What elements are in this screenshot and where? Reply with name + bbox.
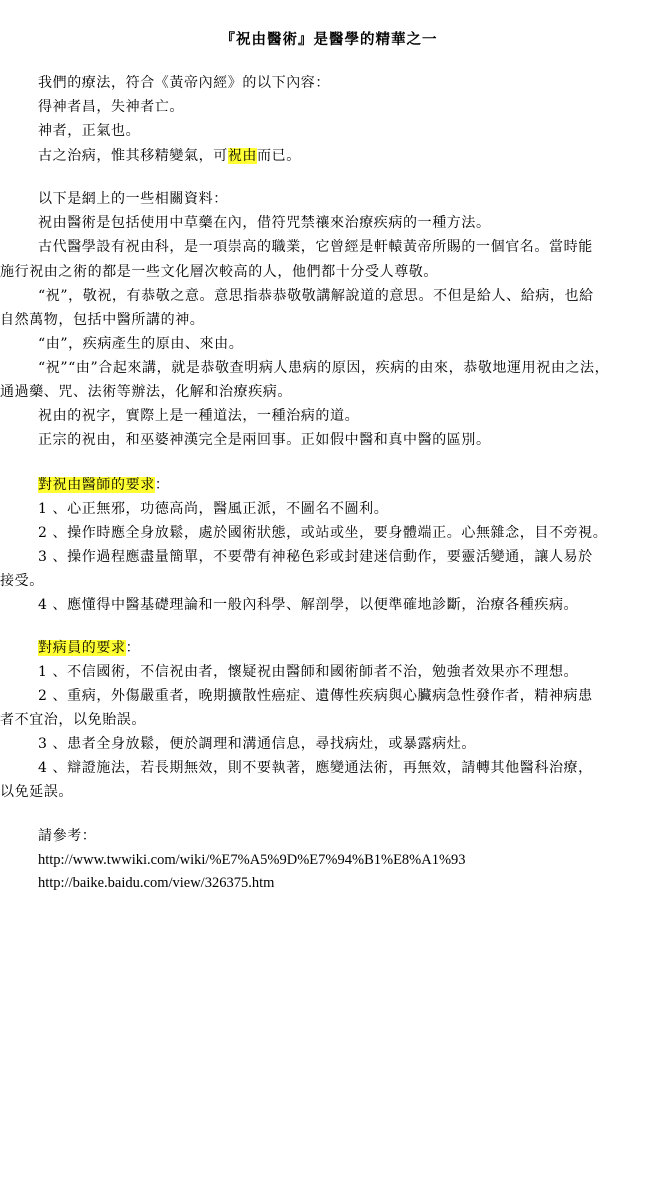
doctor-requirement-3b: 接受。 xyxy=(0,573,44,589)
intro-line-4-post: 而已。 xyxy=(257,148,301,164)
patient-requirement-4b: 以免延誤。 xyxy=(0,784,73,800)
intro-line-2: 得神者昌，失神者亡。 xyxy=(38,99,184,115)
patient-requirement-2b: 者不宜治，以免貽誤。 xyxy=(0,712,146,728)
doctor-section-heading xyxy=(0,474,658,496)
patient-requirement-4a: 4 、辯證施法，若長期無效，則不要執著，應變通法術，再無效，請轉其他醫科治療， xyxy=(38,760,593,776)
patient-requirement-2a: 2 、重病，外傷嚴重者，晚期擴散性癌症、遺傳性疾病與心臟病急性發作者，精神病患 xyxy=(38,688,593,704)
intro-line-4-pre: 古之治病，惟其移精變氣，可 xyxy=(38,148,228,164)
doctor-requirement-3a: 3 、操作過程應盡量簡單，不要帶有神秘色彩或封建迷信動作，要靈活變通，讓人易於 xyxy=(38,549,593,565)
doctor-heading-colon: ： xyxy=(154,477,170,493)
info-paragraph-3a: “祝”，敬祝，有恭敬之意。意思指恭恭敬敬講解說道的意思。不但是給人、給病，也給 xyxy=(38,288,594,304)
info-paragraph-1: 祝由醫術是包括使用中草藥在內，借符咒禁禳來治療疾病的一種方法。 xyxy=(38,215,491,231)
patient-requirement-1: 1 、不信國術，不信祝由者，懷疑祝由醫師和國術師者不治，勉強者效果亦不理想。 xyxy=(38,664,579,680)
info-paragraph-2a: 古代醫學設有祝由科，是一項崇高的職業，它曾經是軒轅黃帝所賜的一個官名。當時能 xyxy=(38,239,593,255)
info-paragraph-2b: 施行祝由之術的都是一些文化層次較高的人，他們都十分受人尊敬。 xyxy=(0,264,438,280)
patient-section-heading xyxy=(0,637,658,659)
info-paragraph-4: “由”，疾病產生的原由、來由。 xyxy=(38,336,244,352)
info-paragraph-3b: 自然萬物，包括中醫所講的神。 xyxy=(0,312,205,328)
info-paragraph-7: 正宗的祝由，和巫婆神漢完全是兩回事。正如假中醫和真中醫的區別。 xyxy=(38,432,491,448)
info-paragraph-5b: 通過藥、咒、法術等辦法，化解和治療疾病。 xyxy=(0,384,292,400)
reference-link-baidu[interactable]: http://baike.baidu.com/view/326375.htm xyxy=(38,875,275,891)
patient-heading-colon: ： xyxy=(125,640,141,656)
patient-heading-text: 對病員的要求 xyxy=(38,640,126,656)
info-heading: 以下是網上的一些相關資料： xyxy=(38,191,228,207)
doctor-heading-text: 對祝由醫師的要求 xyxy=(38,477,155,493)
patient-requirement-3: 3 、患者全身放鬆，便於調理和溝通信息，尋找病灶，或暴露病灶。 xyxy=(38,736,476,752)
doctor-requirement-1: 1 、心正無邪，功德高尚，醫風正派，不圖名不圖利。 xyxy=(38,501,389,517)
reference-link-twwiki[interactable]: http://www.twwiki.com/wiki/%E7%A5%9D%E7%94%B1%E8%A1%93 xyxy=(38,852,466,868)
intro-line-4 xyxy=(0,145,658,167)
references-heading: 請參考： xyxy=(38,828,97,844)
intro-line-1: 我們的療法，符合《黃帝內經》的以下內容： xyxy=(38,75,330,91)
intro-line-3: 神者，正氣也。 xyxy=(38,123,141,139)
highlight-zhuyou: 祝由 xyxy=(227,148,258,164)
info-paragraph-5a: “祝”“由”合起來講，就是恭敬查明病人患病的原因，疾病的由來，恭敬地運用祝由之法， xyxy=(38,360,610,376)
doctor-requirement-4: 4 、應懂得中醫基礎理論和一般內科學、解剖學，以便準確地診斷，治療各種疾病。 xyxy=(38,597,579,613)
doctor-requirement-2: 2 、操作時應全身放鬆，處於國術狀態，或站或坐，要身體端正。心無雜念，目不旁視。 xyxy=(38,525,608,541)
page-title: 『祝由醫術』是醫學的精華之一 xyxy=(220,31,438,48)
info-paragraph-6: 祝由的祝字，實際上是一種道法，一種治病的道。 xyxy=(38,408,360,424)
